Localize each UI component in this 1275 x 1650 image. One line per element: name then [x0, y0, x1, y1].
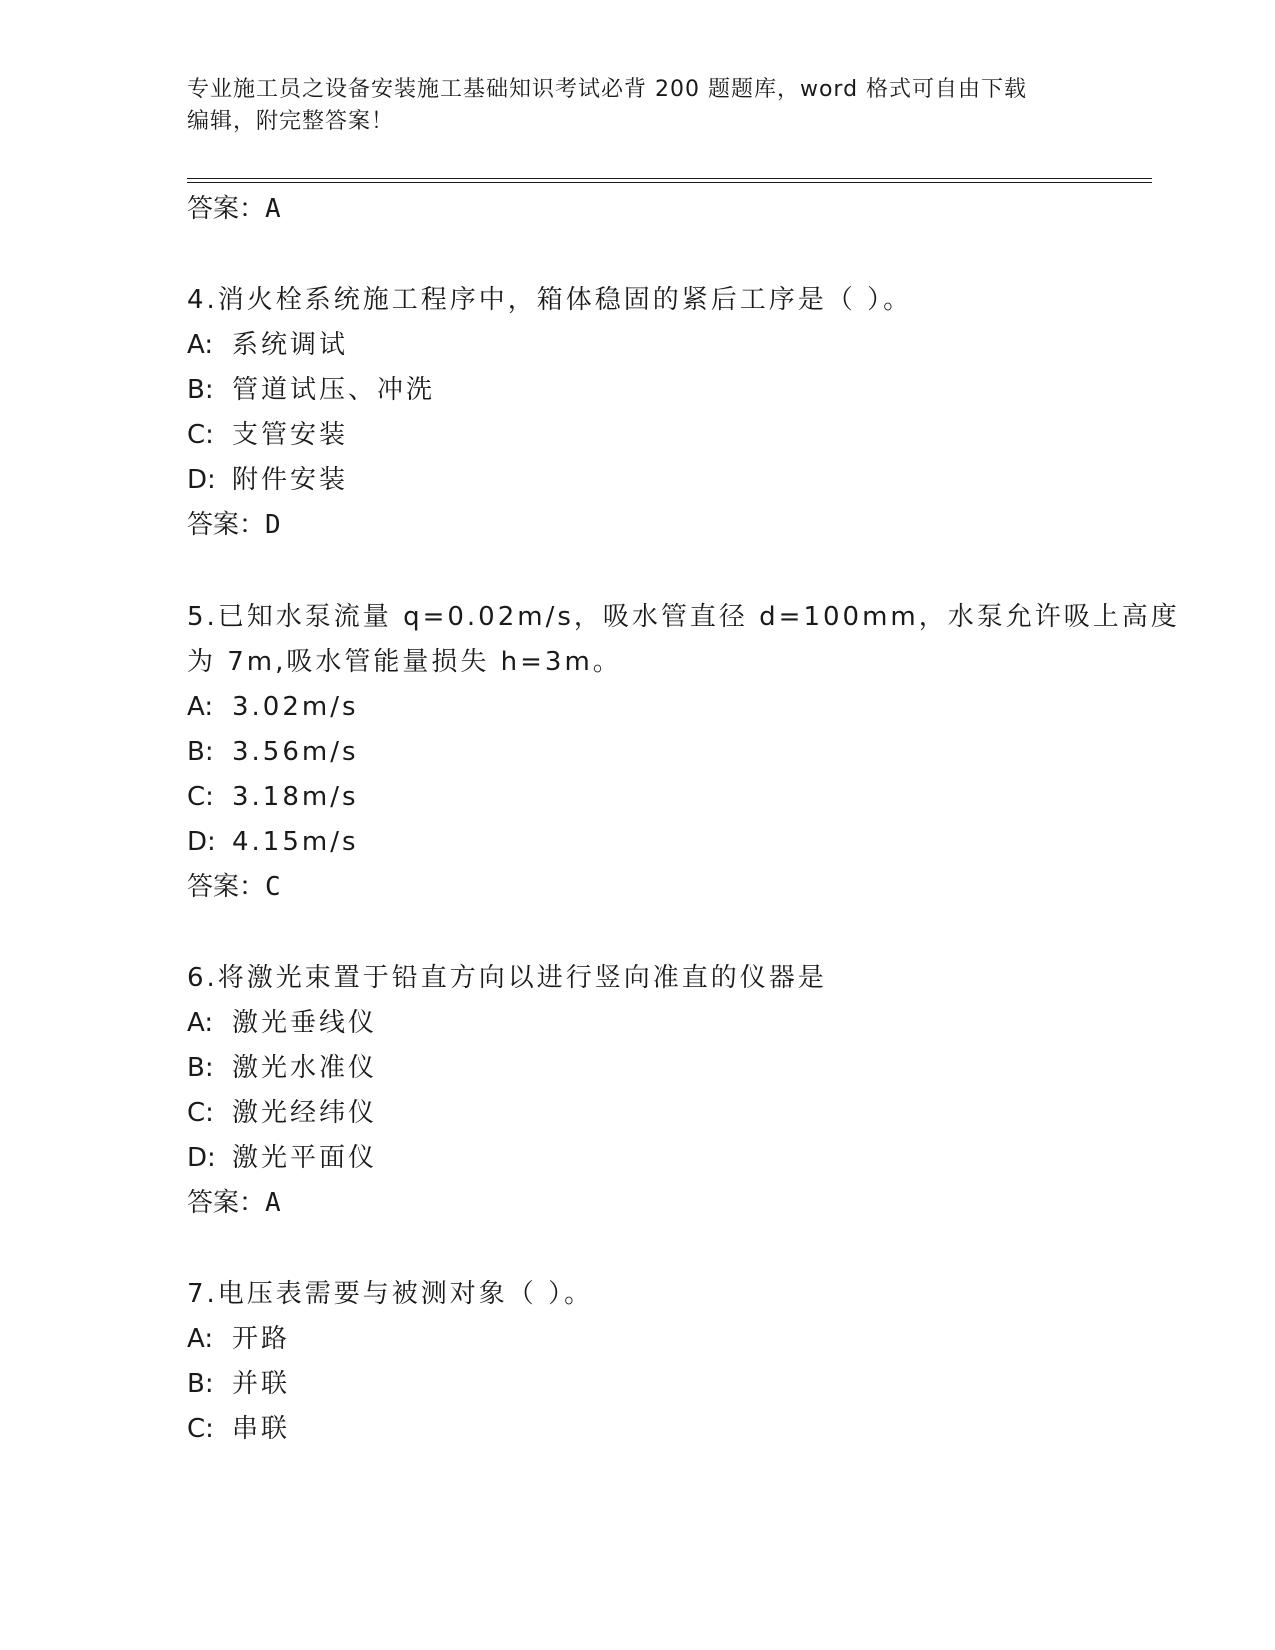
option-key: C:: [187, 420, 214, 450]
option-key: D:: [187, 1143, 216, 1173]
header-divider: [187, 178, 1152, 183]
option-b: [187, 1051, 377, 1085]
option-text: 激光经纬仪: [232, 1098, 378, 1128]
answer-line: 答案：A: [187, 194, 281, 224]
option-d: [187, 825, 359, 859]
page-header: [187, 74, 1067, 138]
option-key: B:: [187, 737, 214, 767]
option-b: [187, 735, 359, 769]
option-b: [187, 373, 435, 407]
option-text: 3.02m/s: [232, 692, 359, 722]
header-line-2: 编辑，附完整答案！: [187, 109, 395, 134]
question-text: 5.已知水泵流量 q=0.02m/s，吸水管直径 d=100mm，水泵允许吸上高度: [187, 602, 1180, 632]
option-c: [187, 780, 359, 814]
option-text: 支管安装: [232, 420, 349, 450]
question-text: 4.消火栓系统施工程序中，箱体稳固的紧后工序是（ ）。: [187, 285, 913, 315]
option-text: 激光垂线仪: [232, 1008, 378, 1038]
header-line-1: 专业施工员之设备安装施工基础知识考试必背 200 题题库，word 格式可自由下载: [187, 77, 1028, 102]
question-text-continued: 为 7m,吸水管能量损失 h=3m。: [187, 647, 622, 677]
option-c: [187, 1412, 290, 1446]
question-text: 7.电压表需要与被测对象（ ）。: [187, 1279, 594, 1309]
option-text: 3.56m/s: [232, 737, 359, 767]
option-text: 激光水准仪: [232, 1053, 378, 1083]
option-key: B:: [187, 1053, 214, 1083]
option-text: 激光平面仪: [232, 1143, 378, 1173]
option-key: A:: [187, 1324, 214, 1354]
option-text: 系统调试: [232, 330, 349, 360]
answer-line: 答案：A: [187, 1188, 281, 1218]
option-text: 并联: [232, 1369, 291, 1399]
option-key: D:: [187, 465, 216, 495]
option-text: 串联: [232, 1414, 291, 1444]
option-key: B:: [187, 1369, 214, 1399]
option-b: [187, 1367, 290, 1401]
option-text: 3.18m/s: [232, 782, 359, 812]
option-key: A:: [187, 692, 214, 722]
option-a: [187, 690, 359, 724]
option-key: D:: [187, 827, 216, 857]
option-key: A:: [187, 330, 214, 360]
option-c: [187, 1096, 377, 1130]
option-key: C:: [187, 1414, 214, 1444]
option-text: 管道试压、冲洗: [232, 375, 436, 405]
option-a: [187, 1322, 290, 1356]
answer-line: 答案：C: [187, 872, 281, 902]
option-text: 4.15m/s: [232, 827, 359, 857]
option-a: [187, 328, 348, 362]
option-d: [187, 1141, 377, 1175]
option-a: [187, 1006, 377, 1040]
question-text: 6.将激光束置于铅直方向以进行竖向准直的仪器是: [187, 963, 827, 993]
option-key: C:: [187, 782, 214, 812]
option-c: [187, 418, 348, 452]
option-key: C:: [187, 1098, 214, 1128]
option-text: 开路: [232, 1324, 291, 1354]
option-d: [187, 463, 348, 497]
option-key: B:: [187, 375, 214, 405]
option-key: A:: [187, 1008, 214, 1038]
answer-line: 答案：D: [187, 510, 281, 540]
option-text: 附件安装: [232, 465, 349, 495]
